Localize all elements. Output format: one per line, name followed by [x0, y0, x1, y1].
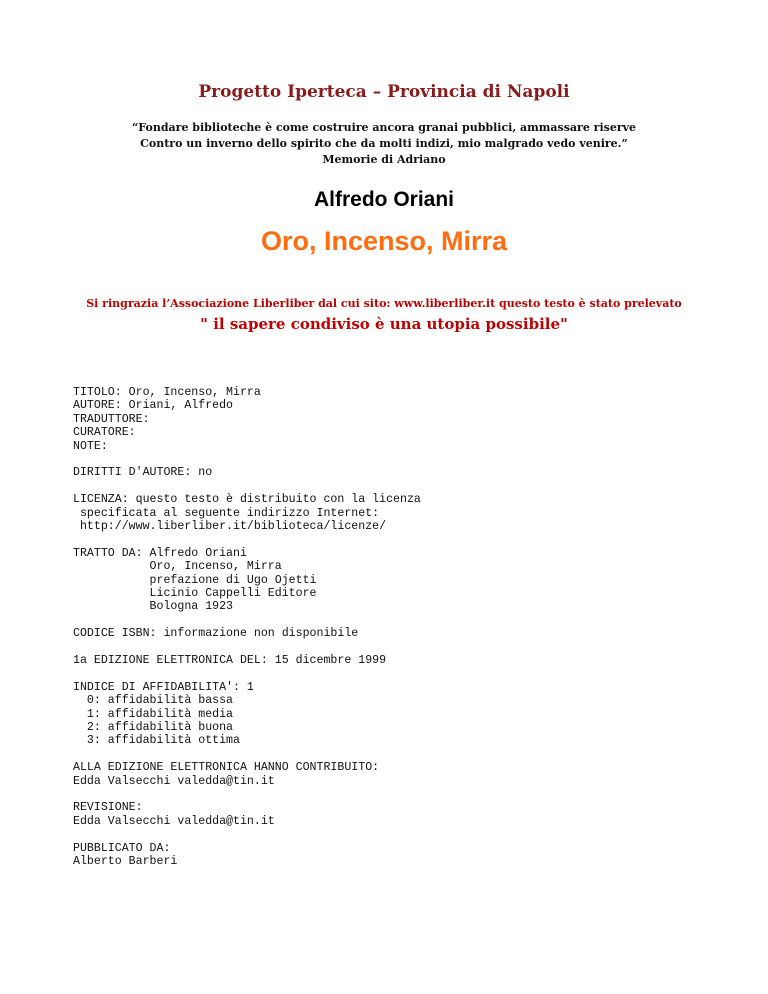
metadata-line: LICENZA: questo testo è distribuito con la licenza — [73, 493, 421, 507]
metadata-line: CODICE ISBN: informazione non disponibile — [73, 627, 359, 641]
metadata-line: TRATTO DA: Alfredo Oriani — [73, 546, 247, 560]
quote-line: “Fondare biblioteche è come costruire ancora granai pubblici, ammassare riserve — [131, 121, 637, 134]
metadata-block — [73, 654, 733, 667]
metadata-line: PUBBLICATO DA: — [73, 841, 171, 855]
quote-line: Contro un inverno dello spirito che da molti indizi, mio malgrado vedo venire.” — [140, 137, 628, 150]
metadata-line: ALLA EDIZIONE ELETTRONICA HANNO CONTRIBUITO: — [73, 761, 380, 775]
metadata-section — [73, 386, 733, 868]
metadata-line: DIRITTI D'AUTORE: no — [73, 466, 213, 480]
metadata-line: Licinio Cappelli Editore — [73, 587, 317, 601]
block-spacer — [73, 788, 733, 801]
metadata-line: http://www.liberliber.it/biblioteca/licenze/ — [73, 520, 387, 534]
metadata-block — [73, 842, 733, 869]
work-title: Oro, Incenso, Mirra — [260, 226, 508, 256]
quote — [0, 120, 768, 168]
metadata-line: Alberto Barberi — [73, 855, 178, 869]
metadata-line: 0: affidabilità bassa — [73, 694, 234, 708]
metadata-block — [73, 493, 733, 533]
metadata-line: 1: affidabilità media — [73, 707, 234, 721]
quote-attribution: Memorie di Adriano — [322, 153, 446, 166]
project-title: Progetto Iperteca – Provincia di Napoli — [198, 82, 570, 102]
metadata-block — [73, 466, 733, 479]
metadata-line: TRADUTTORE: — [73, 412, 150, 426]
metadata-block — [73, 681, 733, 748]
block-spacer — [73, 641, 733, 654]
block-spacer — [73, 614, 733, 627]
metadata-line: 3: affidabilità ottima — [73, 734, 240, 748]
metadata-line: specificata al seguente indirizzo Internet: — [73, 506, 380, 520]
metadata-line: 1a EDIZIONE ELETTRONICA DEL: 15 dicembre 1999 — [73, 654, 387, 668]
block-spacer — [73, 667, 733, 680]
slogan: " il sapere condiviso è una utopia possibile" — [200, 315, 568, 333]
thanks-note: Si ringrazia l’Associazione Liberliber dal cui sito: www.liberliber.it questo testo è stato prelevato — [86, 297, 682, 310]
metadata-line: Oro, Incenso, Mirra — [73, 560, 282, 574]
metadata-block — [73, 761, 733, 788]
metadata-line: CURATORE: — [73, 426, 136, 440]
metadata-block — [73, 627, 733, 640]
metadata-block — [73, 386, 733, 453]
metadata-line: AUTORE: Oriani, Alfredo — [73, 399, 234, 413]
author-name: Alfredo Oriani — [313, 188, 455, 211]
metadata-line: Bologna 1923 — [73, 600, 234, 614]
block-spacer — [73, 533, 733, 546]
block-spacer — [73, 480, 733, 493]
metadata-line: Edda Valsecchi valedda@tin.it — [73, 774, 275, 788]
metadata-block — [73, 801, 733, 828]
metadata-line: TITOLO: Oro, Incenso, Mirra — [73, 386, 261, 399]
metadata-block — [73, 547, 733, 614]
metadata-line: REVISIONE: — [73, 801, 143, 815]
metadata-line: NOTE: — [73, 439, 108, 453]
metadata-line: INDICE DI AFFIDABILITA': 1 — [73, 680, 254, 694]
metadata-line: 2: affidabilità buona — [73, 721, 234, 735]
block-spacer — [73, 748, 733, 761]
metadata-line: Edda Valsecchi valedda@tin.it — [73, 814, 275, 828]
block-spacer — [73, 453, 733, 466]
metadata-line: prefazione di Ugo Ojetti — [73, 573, 317, 587]
block-spacer — [73, 828, 733, 841]
